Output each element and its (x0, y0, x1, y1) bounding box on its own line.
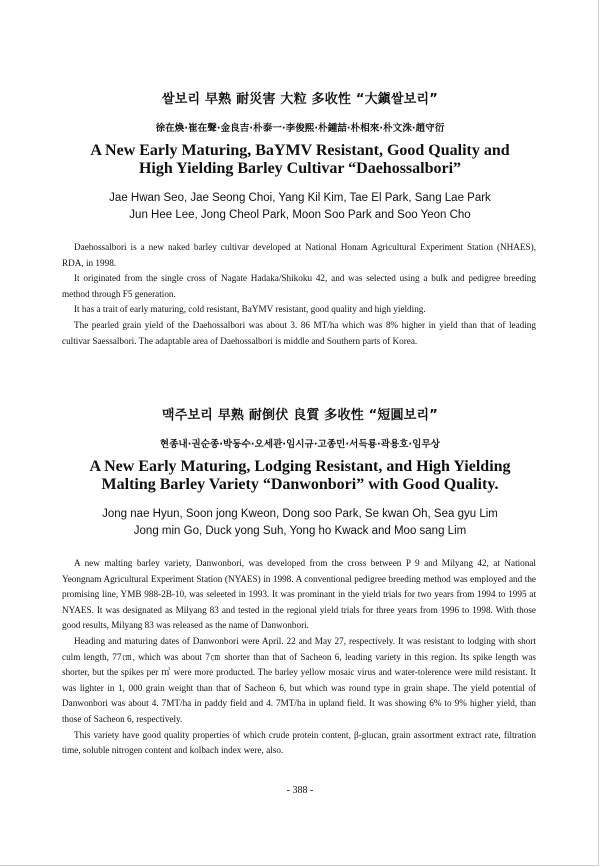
english-title-line-2: Malting Barley Variety “Danwonbori” with Good Quality. (101, 476, 499, 493)
english-title (0, 142, 600, 178)
english-authors (0, 190, 600, 224)
abstract (62, 240, 536, 349)
abstract (62, 556, 536, 759)
korean-title: 쌀보리 早熟 耐災害 大粒 多收性 “大鎭쌀보리” (161, 92, 439, 107)
english-title-line-2: High Yielding Barley Cultivar “Daehossalbori” (138, 160, 462, 177)
english-title-line-1: A New Early Maturing, Lodging Resistant, and High Yielding (89, 458, 511, 475)
article-danwonbori (0, 404, 600, 759)
korean-authors: 현종내·권순종·박동수·오세관·임시규·고종민·서득룡·곽용호·임무상 (159, 439, 441, 450)
abstract-paragraph: This variety have good quality properties of which crude protein content, β-glucan, grain assortment extract rate, filtration time, soluble nitrogen content and kolbach index were, also. (62, 729, 536, 756)
abstract-paragraph: It has a trait of early maturing, cold resistant, BaYMV resistant, good quality and high yielding. (74, 304, 426, 315)
abstract-paragraph: It originated from the single cross of Nagate Hadaka/Shikoku 42, and was selected using a bulk and pedigree breeding method through F5 generation. (62, 273, 536, 299)
english-authors-line-1: Jong nae Hyun, Soon jong Kweon, Dong soo Park, Se kwan Oh, Sea gyu Lim (102, 508, 498, 520)
abstract-paragraph: Heading and maturing dates of Danwonbori were April. 22 and May 27, respectively. It was resistant to lodging with short culm length, 77㎝, which was about 7㎝ shorter than that of Sacheon 6, leading variety in this region. Its spike length was shorter, but the spikes per ㎡ were more producted. The barley yellow mosaic virus and water-tolerence were mild resistant. It was lighter in 1, 000 grain weight than that of Sacheon 6, but which was round type in grain shape. The yield potential of Danwonbori was about 4. 7MT/ha in paddy field and 4. 7MT/ha in upland field. It was showing 6% to 9% higher yield, than those of Sacheon 6, respectively. (62, 635, 536, 724)
english-authors (0, 506, 600, 540)
page-number: - 388 - (286, 785, 314, 796)
korean-authors: 徐在煥·崔在聲·金良吉·朴泰一·李俊熙·朴鍾喆·朴相來·朴文洙·趙守衍 (155, 123, 445, 134)
abstract-paragraph: The pearled grain yield of the Daehossalbori was about 3. 86 MT/ha which was 8% higher in yield than that of leading cultivar Saessalbori. The adaptable area of Daehossalbori is middle and Southern parts of Korea. (62, 319, 536, 346)
english-authors-line-2: Jong min Go, Duck yong Suh, Yong ho Kwack and Moo sang Lim (133, 525, 467, 537)
english-authors-line-1: Jae Hwan Seo, Jae Seong Choi, Yang Kil Kim, Tae El Park, Sang Lae Park (109, 192, 491, 204)
abstract-paragraph: Daehossalbori is a new naked barley cultivar developed at National Honam Agricultural Experiment Station (NHAES), RDA, in 1998. (62, 242, 536, 268)
article-daehossalbori (0, 88, 600, 349)
english-authors-line-2: Jun Hee Lee, Jong Cheol Park, Moon Soo Park and Soo Yeon Cho (129, 209, 471, 221)
english-title (0, 458, 600, 494)
abstract-paragraph: A new malting barley variety, Danwonbori, was developed from the cross between P 9 and Milyang 42, at National Yeongnam Agricultural Experiment Station (NYAES) in 1998. A conventional pedigree breeding method was employed and the promising line, YMB 988-2B-10, was seleeted in 1993. It was prominant in the yield trials for two years from 1994 to 1995 at NYAES. It was designated as Milyang 83 and tested in the regional yield trials for three years from 1996 to 1998. With those good results, Milyang 83 was released as the name of Danwonbori. (62, 558, 536, 631)
english-title-line-1: A New Early Maturing, BaYMV Resistant, Good Quality and (90, 142, 510, 159)
korean-title: 맥주보리 早熟 耐倒伏 良質 多收性 “短圓보리” (161, 408, 439, 423)
